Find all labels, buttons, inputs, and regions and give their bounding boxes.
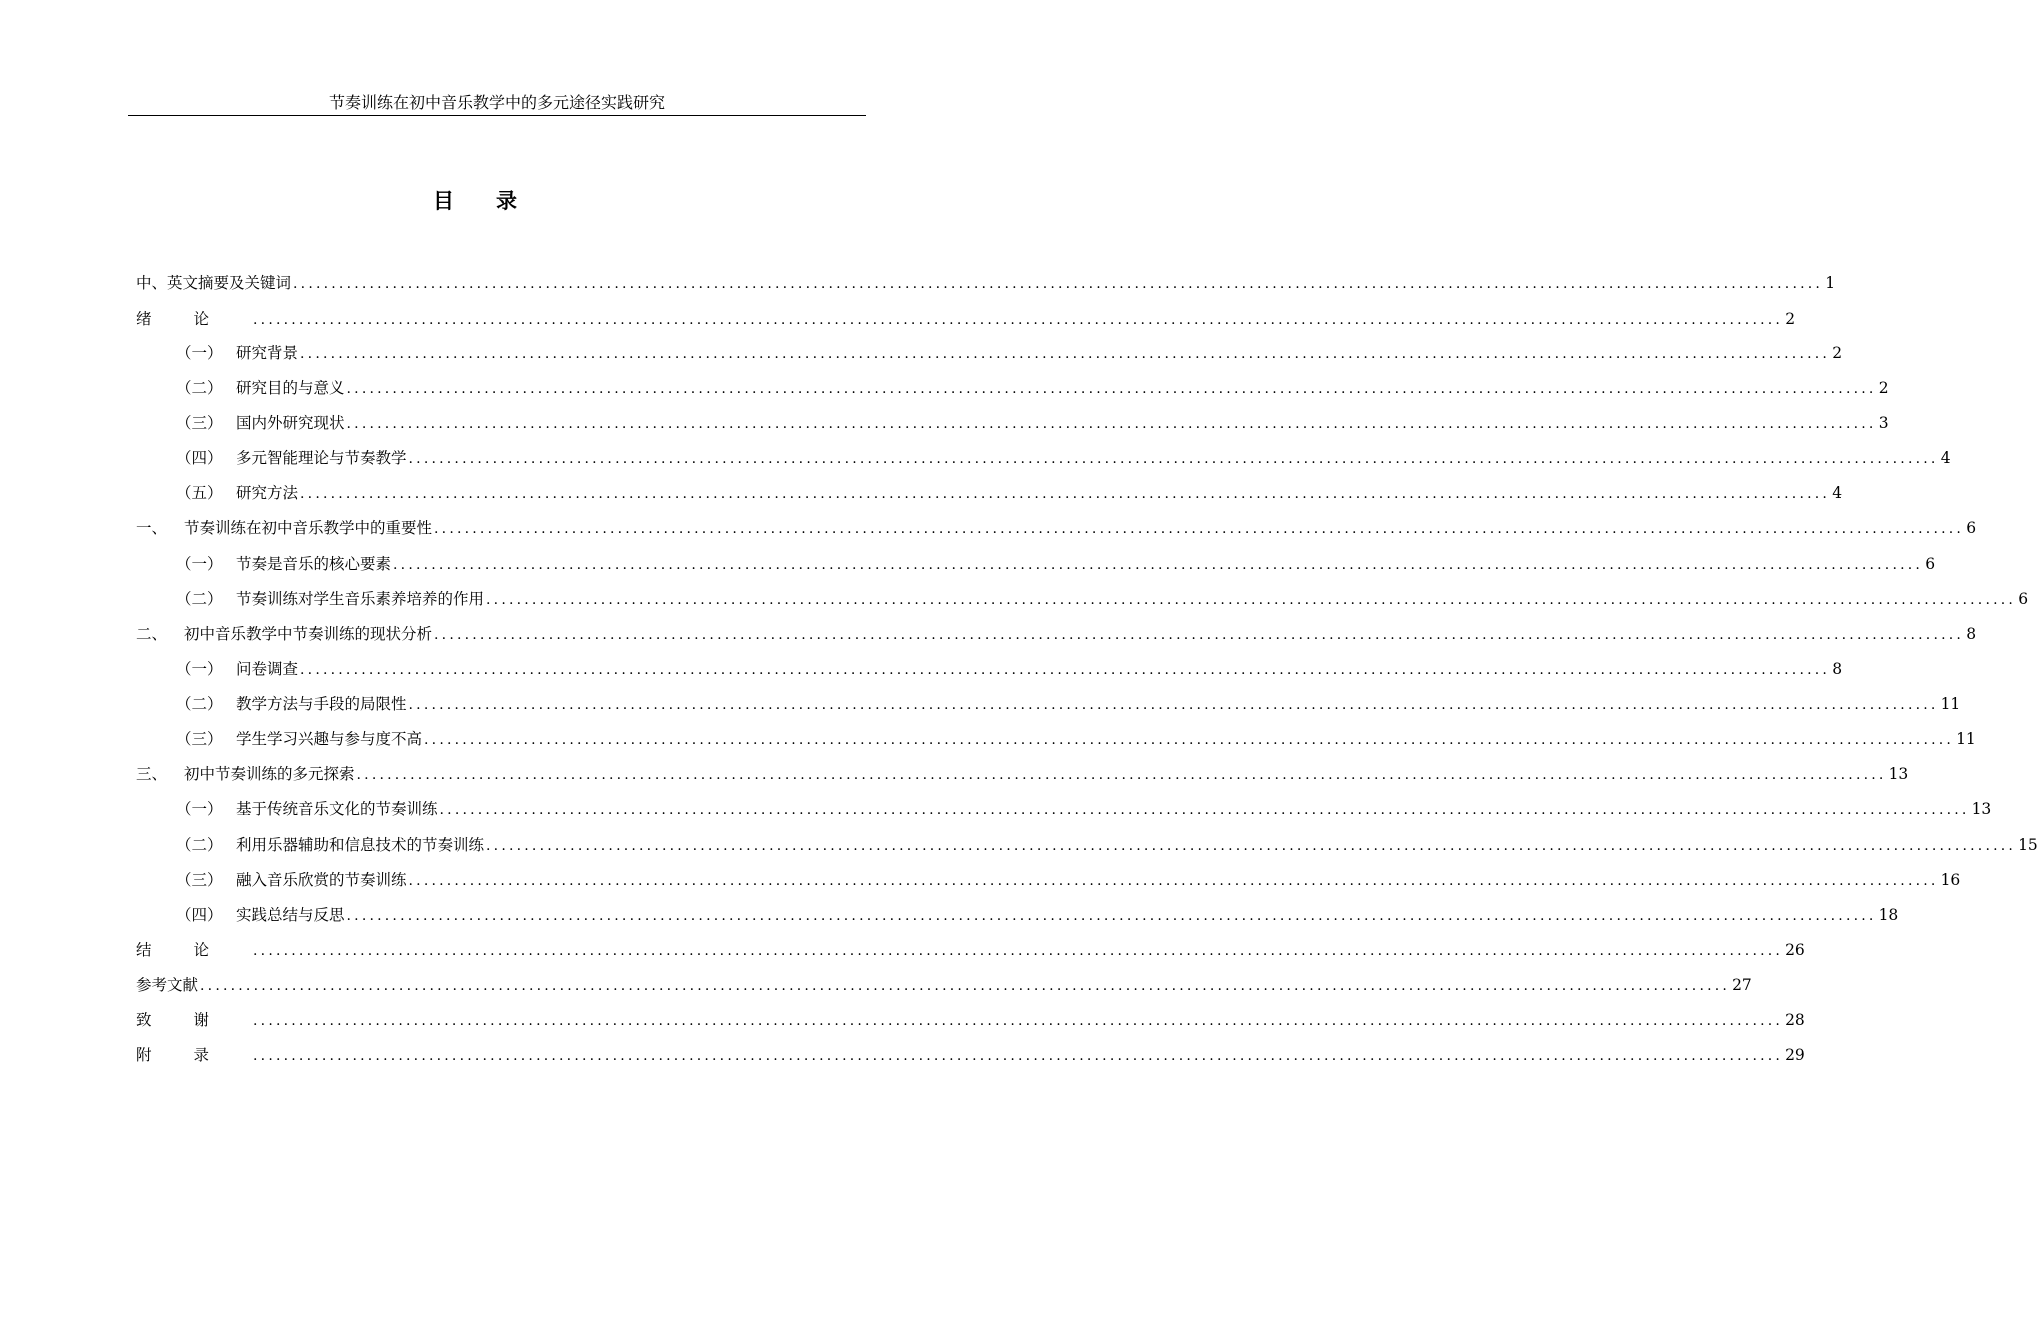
toc-entry-label [176, 341, 298, 365]
toc-entry-label [136, 1008, 251, 1032]
toc-page-number: 4 [1832, 484, 1843, 502]
toc-entry[interactable] [176, 903, 1899, 927]
toc-leader-dots: ........................................................................................................................................................................................................ [200, 978, 1731, 994]
toc-entry-label [176, 833, 484, 857]
toc-entry-label [136, 622, 432, 646]
toc-entry-label [176, 481, 298, 505]
toc-entry-text: 初中节奏训练的多元探索 [184, 765, 355, 783]
toc-leader-dots: ........................................................................................................................................................................................................ [300, 346, 1831, 362]
toc-entry-label [176, 657, 298, 681]
toc-entry-number: （一） [176, 555, 223, 573]
toc-page-number: 27 [1732, 976, 1752, 994]
toc-entry[interactable] [176, 692, 1961, 716]
toc-entry-number: （三） [176, 871, 223, 889]
toc-title: 目录 [433, 188, 559, 213]
toc-entry-text: 致谢 [136, 1011, 252, 1029]
toc-page-number: 8 [1832, 660, 1843, 678]
toc-page-number: 15 [2018, 836, 2038, 854]
toc-entry-label [176, 587, 484, 611]
toc-entry-number: （三） [176, 414, 223, 432]
toc-entry-label [136, 938, 251, 962]
toc-entry-label [176, 411, 345, 435]
toc-page-number: 2 [1878, 379, 1889, 397]
toc-leader-dots: ........................................................................................................................................................................................................ [424, 732, 1955, 748]
toc-page-number: 2 [1832, 344, 1843, 362]
toc-entry-number: （三） [176, 730, 223, 748]
toc-entry-number: 三、 [136, 765, 168, 783]
toc-entry-text: 中、英文摘要及关键词 [136, 274, 292, 292]
toc-entry-text: 初中音乐教学中节奏训练的现状分析 [184, 625, 433, 643]
toc-leader-dots: ........................................................................................................................................................................................................ [253, 943, 1784, 959]
toc-entry-text: 基于传统音乐文化的节奏训练 [236, 800, 438, 818]
toc-page-number: 26 [1785, 941, 1805, 959]
toc-entry-text: 问卷调查 [236, 660, 299, 678]
toc-entry-text: 实践总结与反思 [236, 906, 345, 924]
toc-entry-text: 研究方法 [236, 484, 299, 502]
toc-entry-number: （一） [176, 344, 223, 362]
toc-entry[interactable] [136, 973, 1752, 997]
toc-leader-dots: ........................................................................................................................................................................................................ [408, 451, 1939, 467]
toc-entry-number: （二） [176, 590, 223, 608]
toc-leader-dots: ........................................................................................................................................................................................................ [253, 1048, 1784, 1064]
toc-page-number: 11 [1956, 730, 1976, 748]
toc-entry[interactable] [136, 762, 1909, 786]
toc-page-number: 13 [1971, 800, 1992, 818]
toc-entry-text: 绪论 [136, 310, 252, 328]
toc-entry[interactable] [176, 727, 1976, 751]
toc-entry-text: 融入音乐欣赏的节奏训练 [236, 871, 407, 889]
toc-leader-dots: ........................................................................................................................................................................................................ [356, 767, 1887, 783]
toc-entry[interactable] [136, 1008, 1805, 1032]
toc-entry[interactable] [176, 481, 1843, 505]
toc-page-number: 6 [2018, 590, 2029, 608]
toc-entry-label [136, 516, 432, 540]
toc-entry-label [176, 903, 345, 927]
toc-entry[interactable] [136, 1043, 1805, 1067]
toc-leader-dots: ........................................................................................................................................................................................................ [293, 276, 1824, 292]
toc-entry-number: （二） [176, 379, 223, 397]
toc-entry-text: 国内外研究现状 [236, 414, 345, 432]
toc-page-number: 2 [1785, 310, 1796, 328]
toc-entry-label [176, 552, 391, 576]
toc-entry-label [176, 692, 407, 716]
header-rule [128, 115, 866, 116]
toc-entry-text: 利用乐器辅助和信息技术的节奏训练 [236, 836, 485, 854]
toc-entry[interactable] [176, 797, 1992, 821]
toc-entry[interactable] [176, 376, 1889, 400]
toc-leader-dots: ........................................................................................................................................................................................................ [253, 1013, 1784, 1029]
toc-entry-label [136, 762, 355, 786]
toc-entry[interactable] [176, 552, 1936, 576]
toc-entry-text: 教学方法与手段的局限性 [236, 695, 407, 713]
toc-entry-label [136, 271, 291, 295]
toc-leader-dots: ........................................................................................................................................................................................................ [486, 592, 2017, 608]
running-header: 节奏训练在初中音乐教学中的多元途径实践研究 [328, 93, 665, 112]
toc-entry-number: 一、 [136, 519, 168, 537]
toc-page-number: 1 [1825, 274, 1836, 292]
toc-leader-dots: ........................................................................................................................................................................................................ [346, 908, 1877, 924]
toc-entry-label [136, 307, 251, 331]
toc-page-number: 4 [1940, 449, 1951, 467]
toc-entry[interactable] [136, 938, 1805, 962]
toc-page-number: 28 [1785, 1011, 1805, 1029]
toc-entry[interactable] [136, 307, 1796, 331]
toc-entry-label [176, 868, 407, 892]
toc-leader-dots: ........................................................................................................................................................................................................ [439, 802, 1970, 818]
toc-entry-text: 研究目的与意义 [236, 379, 345, 397]
toc-entry-text: 参考文献 [136, 976, 199, 994]
toc-entry-label [176, 446, 407, 470]
toc-leader-dots: ........................................................................................................................................................................................................ [300, 486, 1831, 502]
toc-entry-number: （一） [176, 660, 223, 678]
toc-entry-number: （一） [176, 800, 223, 818]
toc-entry-label [176, 376, 345, 400]
toc-entry[interactable] [136, 271, 1836, 295]
toc-entry[interactable] [176, 587, 2029, 611]
toc-entry-label [176, 727, 422, 751]
toc-entry-text: 多元智能理论与节奏教学 [236, 449, 407, 467]
toc-entry-number: （四） [176, 449, 223, 467]
toc-page-number: 8 [1966, 625, 1977, 643]
toc-leader-dots: ........................................................................................................................................................................................................ [434, 521, 1965, 537]
toc-entry-label [136, 973, 198, 997]
toc-leader-dots: ........................................................................................................................................................................................................ [393, 557, 1924, 573]
toc-page-number: 18 [1878, 906, 1899, 924]
toc-page-number: 16 [1940, 871, 1961, 889]
toc-entry-text: 结论 [136, 941, 252, 959]
toc-page-number: 13 [1888, 765, 1909, 783]
toc-entry-number: （五） [176, 484, 223, 502]
toc-entry[interactable] [176, 657, 1843, 681]
toc-entry-text: 节奏训练在初中音乐教学中的重要性 [184, 519, 433, 537]
toc-page-number: 3 [1878, 414, 1889, 432]
toc-page-number: 6 [1966, 519, 1977, 537]
toc-entry-number: 二、 [136, 625, 168, 643]
toc-leader-dots: ........................................................................................................................................................................................................ [434, 627, 1965, 643]
toc-entry[interactable] [176, 868, 1961, 892]
toc-entry[interactable] [176, 341, 1843, 365]
toc-entry[interactable] [176, 446, 1951, 470]
toc-entry[interactable] [176, 411, 1889, 435]
toc-entry-number: （二） [176, 695, 223, 713]
toc-leader-dots: ........................................................................................................................................................................................................ [346, 416, 1877, 432]
toc-entry[interactable] [136, 622, 1977, 646]
toc-entry-text: 节奏是音乐的核心要素 [236, 555, 392, 573]
toc-entry-label [136, 1043, 251, 1067]
toc-entry-text: 研究背景 [236, 344, 299, 362]
toc-leader-dots: ........................................................................................................................................................................................................ [300, 662, 1831, 678]
toc-page-number: 29 [1785, 1046, 1805, 1064]
toc-entry-label [176, 797, 438, 821]
toc-leader-dots: ........................................................................................................................................................................................................ [408, 873, 1939, 889]
toc-entry-text: 附录 [136, 1046, 252, 1064]
toc-page-number: 11 [1940, 695, 1961, 713]
toc-entry-text: 学生学习兴趣与参与度不高 [236, 730, 423, 748]
toc-entry-text: 节奏训练对学生音乐素养培养的作用 [236, 590, 485, 608]
toc-leader-dots: ........................................................................................................................................................................................................ [253, 312, 1784, 328]
toc-entry[interactable] [136, 516, 1977, 540]
toc-leader-dots: ........................................................................................................................................................................................................ [408, 697, 1939, 713]
toc-entry-number: （二） [176, 836, 223, 854]
toc-entry-number: （四） [176, 906, 223, 924]
toc-leader-dots: ........................................................................................................................................................................................................ [346, 381, 1877, 397]
toc-entry[interactable] [176, 833, 2038, 857]
toc-leader-dots: ........................................................................................................................................................................................................ [486, 838, 2017, 854]
toc-page-number: 6 [1925, 555, 1936, 573]
